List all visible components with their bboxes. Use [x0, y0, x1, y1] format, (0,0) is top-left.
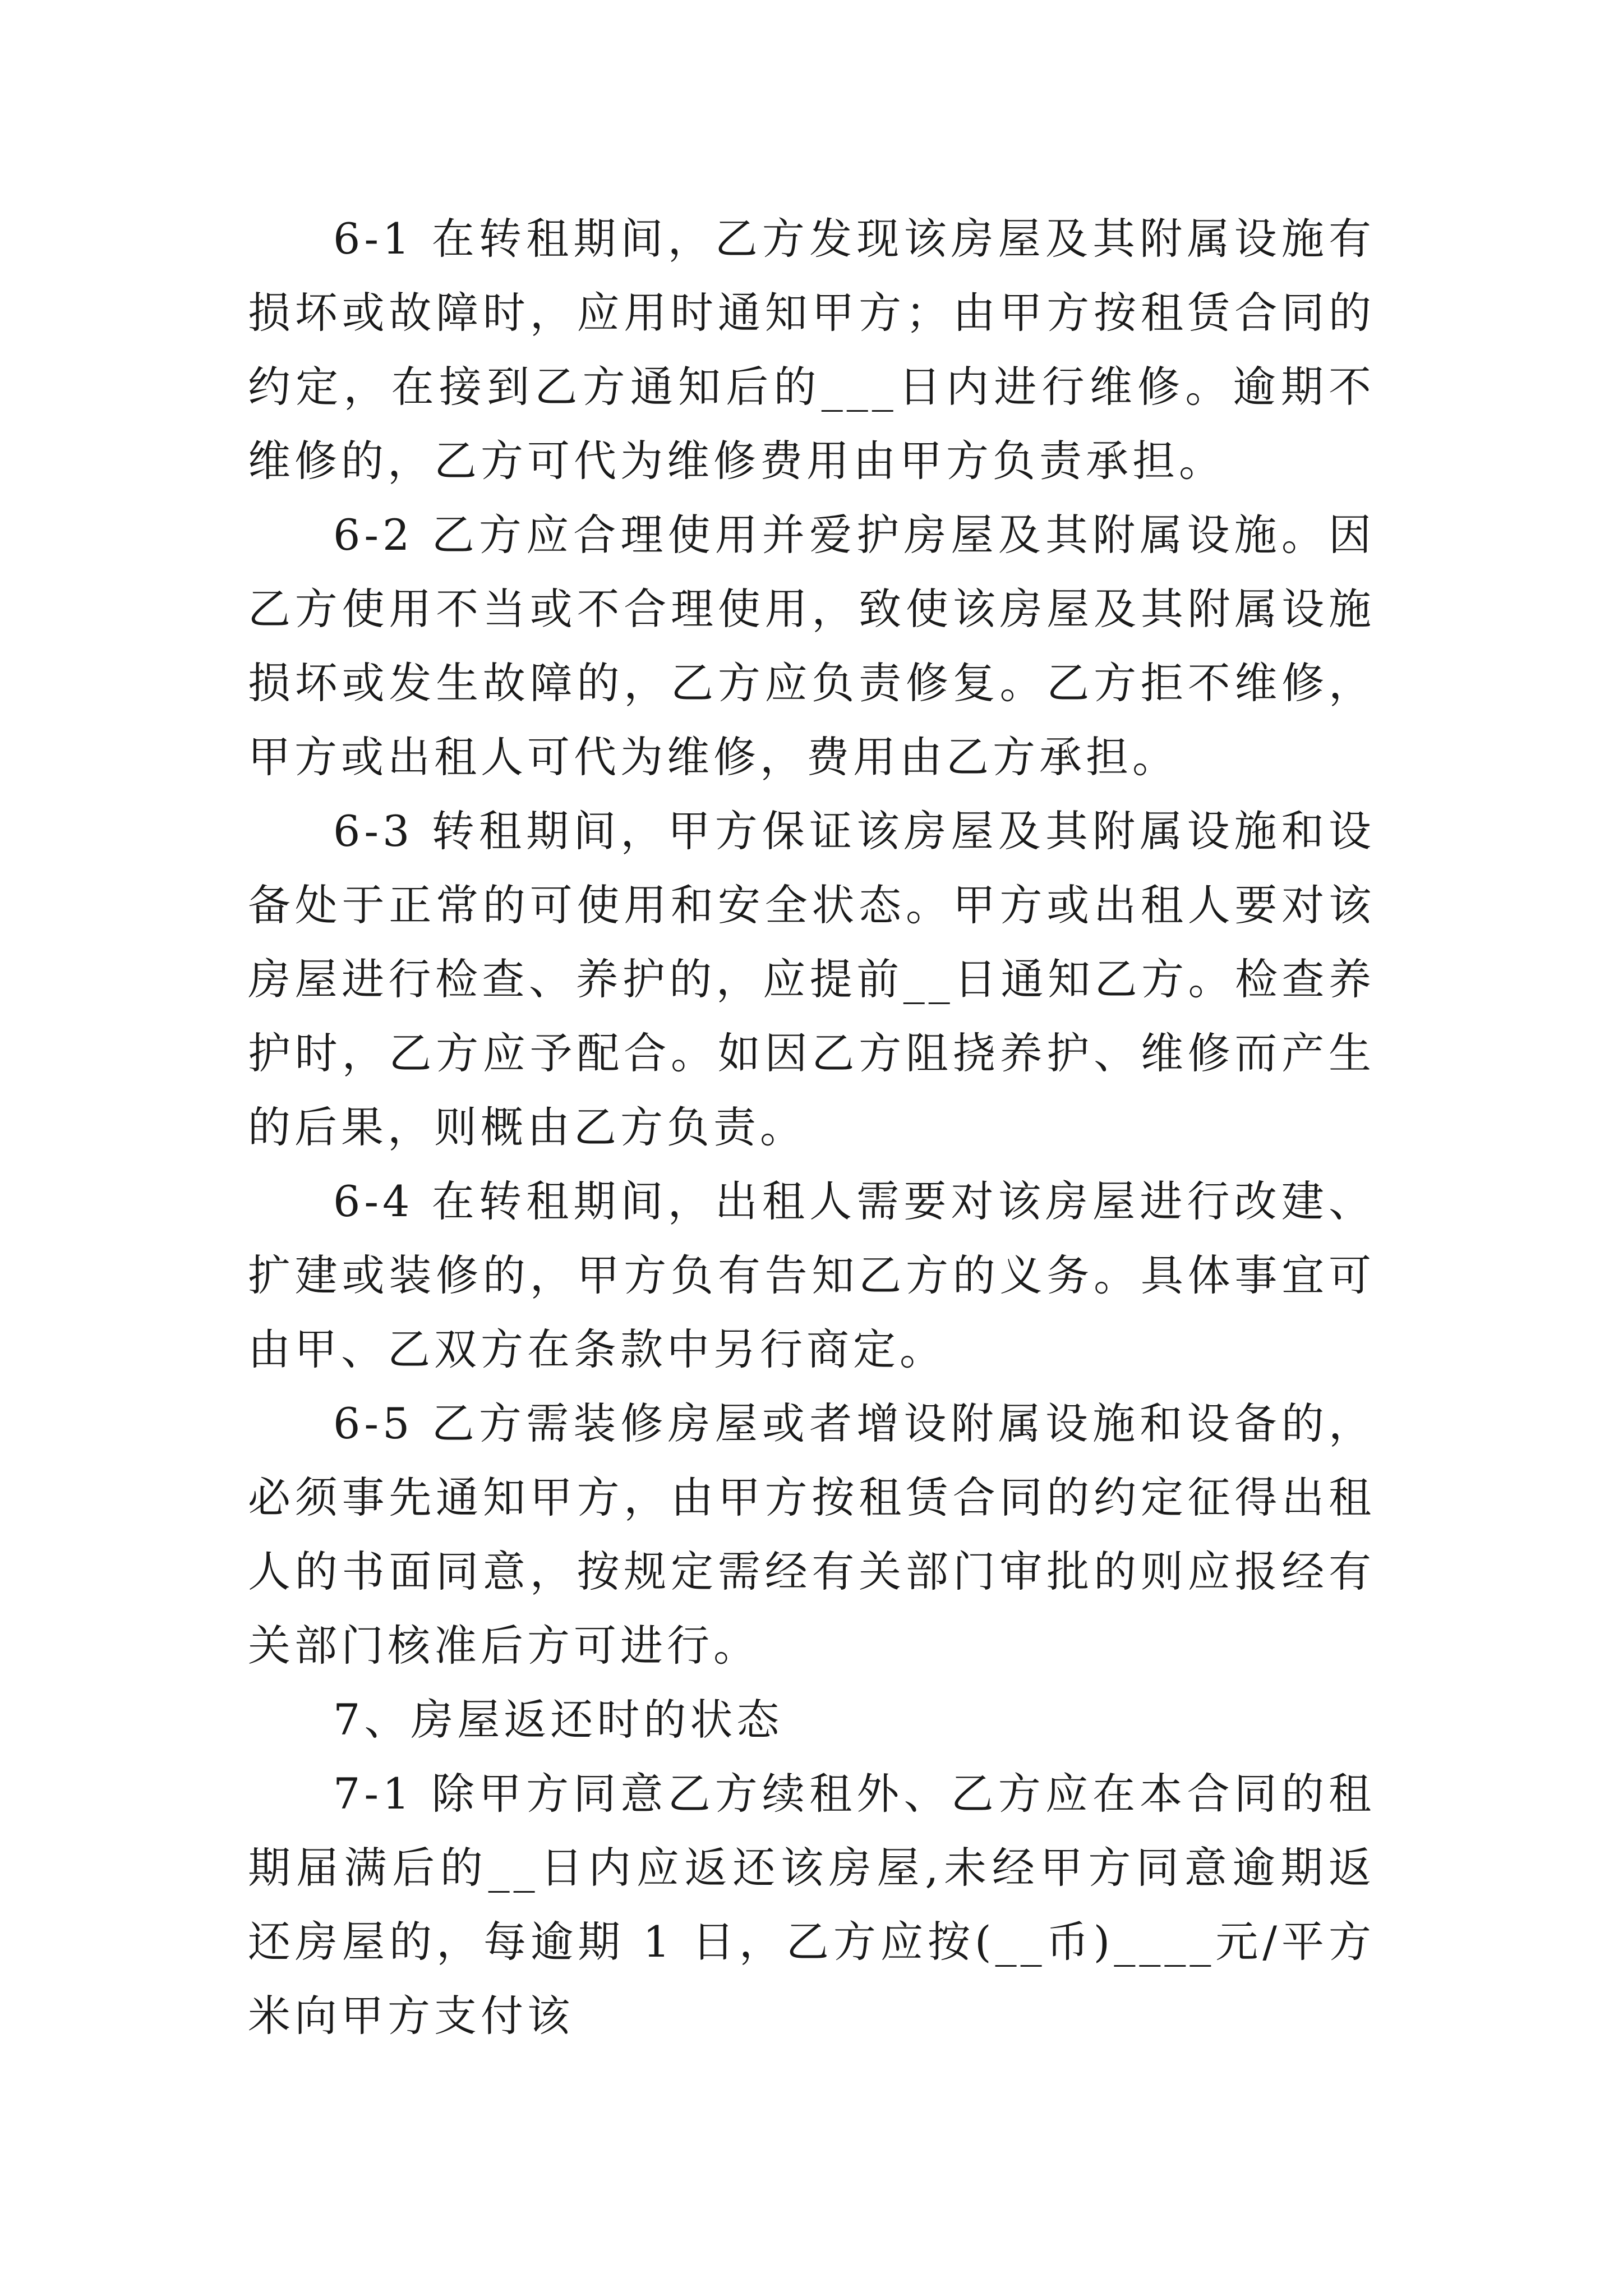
- section-heading-7: 7、房屋返还时的状态: [333, 1695, 783, 1745]
- paragraph-6-1: 6-1 在转租期间，乙方发现该房屋及其附属设施有损坏或故障时，应用时通知甲方；由甲方按租赁合同的约定，在接到乙方通知后的___日内进行维修。逾期不维修的，乙方可代为维修费用由甲方负责承担。: [248, 214, 1375, 486]
- paragraph-7-1: 7-1 除甲方同意乙方续租外、乙方应在本合同的租期届满后的__日内应返还该房屋,未经甲方同意逾期返还房屋的，每逾期 1 日，乙方应按(__币)____元/平方米向甲方支付该: [248, 1769, 1375, 2041]
- paragraph-6-2: 6-2 乙方应合理使用并爱护房屋及其附属设施。因乙方使用不当或不合理使用，致使该房屋及其附属设施损坏或发生故障的，乙方应负责修复。乙方拒不维修，甲方或出租人可代为维修，费用由乙方承担。: [248, 510, 1375, 782]
- paragraph-6-4: 6-4 在转租期间，出租人需要对该房屋进行改建、扩建或装修的，甲方负有告知乙方的义务。具体事宜可由甲、乙双方在条款中另行商定。: [248, 1176, 1375, 1374]
- document-body: [248, 202, 1375, 2053]
- paragraph-6-5: 6-5 乙方需装修房屋或者增设附属设施和设备的，必须事先通知甲方，由甲方按租赁合同的约定征得出租人的书面同意，按规定需经有关部门审批的则应报经有关部门核准后方可进行。: [248, 1398, 1375, 1671]
- paragraph-6-3: 6-3 转租期间，甲方保证该房屋及其附属设施和设备处于正常的可使用和安全状态。甲方或出租人要对该房屋进行检查、养护的，应提前__日通知乙方。检查养护时，乙方应予配合。如因乙方阻挠养护、维修而产生的后果，则概由乙方负责。: [248, 806, 1375, 1152]
